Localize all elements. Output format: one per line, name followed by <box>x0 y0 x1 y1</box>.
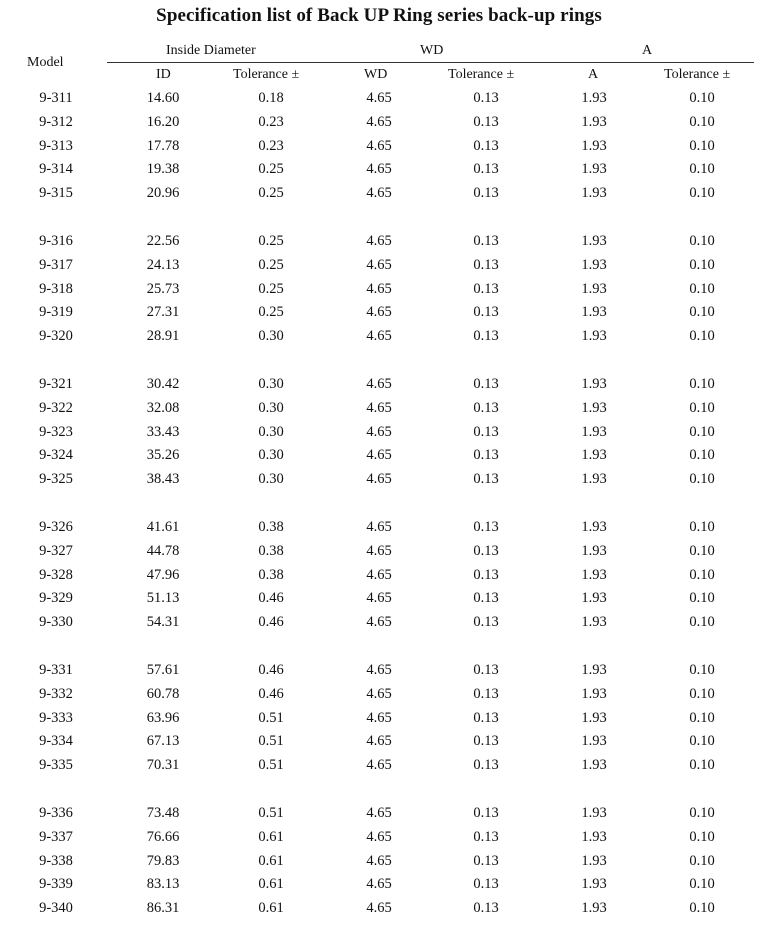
id-tolerance-cell: 0.51 <box>258 709 284 726</box>
wd-tolerance-cell: 0.13 <box>473 852 499 869</box>
a-tolerance-cell: 0.10 <box>689 90 715 106</box>
id-cell: 22.56 <box>146 232 180 249</box>
model-cell: 9-312 <box>39 113 73 130</box>
wd-cell: 4.65 <box>366 113 392 130</box>
a-group-header: A <box>642 43 653 58</box>
id-tolerance-cell: 0.46 <box>258 661 284 678</box>
wd-tolerance-cell: 0.13 <box>473 471 499 488</box>
table-row <box>0 851 770 875</box>
id-cell: 67.13 <box>146 733 180 750</box>
a-cell: 1.93 <box>581 876 607 893</box>
wd-tolerance-cell: 0.13 <box>473 900 499 917</box>
wd-tolerance-cell: 0.13 <box>473 447 499 464</box>
id-cell: 83.13 <box>146 876 180 893</box>
wd-cell: 4.65 <box>366 256 392 273</box>
a-tolerance-column-header: Tolerance ± <box>664 67 731 82</box>
wd-tolerance-cell: 0.13 <box>473 566 499 583</box>
a-tolerance-cell: 0.10 <box>689 256 715 273</box>
a-cell: 1.93 <box>581 661 607 678</box>
wd-cell: 4.65 <box>366 423 392 440</box>
a-tolerance-cell: 0.10 <box>689 375 715 392</box>
table-row <box>0 731 770 755</box>
wd-cell: 4.65 <box>366 900 392 917</box>
table-row <box>0 279 770 303</box>
model-cell: 9-338 <box>39 852 73 869</box>
model-cell: 9-337 <box>39 828 73 845</box>
id-tolerance-cell: 0.61 <box>258 852 284 869</box>
wd-cell: 4.65 <box>366 232 392 249</box>
model-cell: 9-316 <box>39 232 73 249</box>
wd-cell: 4.65 <box>366 685 392 702</box>
wd-tolerance-cell: 0.13 <box>473 256 499 273</box>
a-cell: 1.93 <box>581 614 607 631</box>
wd-tolerance-cell: 0.13 <box>473 161 499 178</box>
wd-cell: 4.65 <box>366 399 392 416</box>
model-cell: 9-331 <box>39 661 73 678</box>
id-cell: 63.96 <box>146 709 180 726</box>
wd-tolerance-cell: 0.13 <box>473 518 499 535</box>
id-tolerance-cell: 0.25 <box>258 256 284 273</box>
a-cell: 1.93 <box>581 280 607 297</box>
a-tolerance-cell: 0.10 <box>689 280 715 297</box>
table-row <box>0 112 770 136</box>
id-tolerance-cell: 0.61 <box>258 876 284 893</box>
model-cell: 9-327 <box>39 542 73 559</box>
a-tolerance-cell: 0.10 <box>689 161 715 178</box>
a-tolerance-cell: 0.10 <box>689 518 715 535</box>
model-cell: 9-330 <box>39 614 73 631</box>
group-spacer <box>0 779 770 803</box>
group-spacer <box>0 493 770 517</box>
a-tolerance-cell: 0.10 <box>689 876 715 893</box>
wd-cell: 4.65 <box>366 161 392 178</box>
model-cell: 9-329 <box>39 590 73 607</box>
id-tolerance-cell: 0.38 <box>258 566 284 583</box>
model-cell: 9-328 <box>39 566 73 583</box>
table-row <box>0 302 770 326</box>
wd-cell: 4.65 <box>366 757 392 774</box>
wd-cell: 4.65 <box>366 566 392 583</box>
wd-tolerance-column-header: Tolerance ± <box>448 67 515 82</box>
wd-cell: 4.65 <box>366 614 392 631</box>
model-cell: 9-320 <box>39 328 73 345</box>
model-cell: 9-321 <box>39 375 73 392</box>
wd-tolerance-cell: 0.13 <box>473 828 499 845</box>
wd-cell: 4.65 <box>366 137 392 154</box>
a-cell: 1.93 <box>581 399 607 416</box>
a-cell: 1.93 <box>581 256 607 273</box>
a-cell: 1.93 <box>581 542 607 559</box>
id-cell: 79.83 <box>146 852 180 869</box>
table-row <box>0 660 770 684</box>
id-tolerance-cell: 0.25 <box>258 185 284 202</box>
id-cell: 86.31 <box>146 900 180 917</box>
a-tolerance-cell: 0.10 <box>689 614 715 631</box>
id-cell: 32.08 <box>146 399 180 416</box>
a-cell: 1.93 <box>581 375 607 392</box>
model-cell: 9-324 <box>39 447 73 464</box>
id-cell: 60.78 <box>146 685 180 702</box>
a-tolerance-cell: 0.10 <box>689 423 715 440</box>
model-cell: 9-322 <box>39 399 73 416</box>
a-column-header: A <box>588 67 599 82</box>
table-row <box>0 422 770 446</box>
wd-cell: 4.65 <box>366 185 392 202</box>
a-tolerance-cell: 0.10 <box>689 828 715 845</box>
a-tolerance-cell: 0.10 <box>689 542 715 559</box>
id-cell: 54.31 <box>146 614 180 631</box>
id-tolerance-cell: 0.25 <box>258 304 284 321</box>
a-tolerance-cell: 0.10 <box>689 685 715 702</box>
id-tolerance-cell: 0.23 <box>258 113 284 130</box>
table-row <box>0 374 770 398</box>
id-tolerance-cell: 0.51 <box>258 757 284 774</box>
wd-cell: 4.65 <box>366 375 392 392</box>
a-tolerance-cell: 0.10 <box>689 185 715 202</box>
wd-tolerance-cell: 0.13 <box>473 733 499 750</box>
id-cell: 25.73 <box>146 280 180 297</box>
id-cell: 57.61 <box>146 661 180 678</box>
id-tolerance-cell: 0.30 <box>258 328 284 345</box>
inside-diameter-group-header: Inside Diameter <box>166 43 256 58</box>
model-cell: 9-311 <box>39 90 73 106</box>
model-cell: 9-332 <box>39 685 73 702</box>
a-cell: 1.93 <box>581 590 607 607</box>
model-cell: 9-318 <box>39 280 73 297</box>
id-tolerance-cell: 0.25 <box>258 280 284 297</box>
model-cell: 9-339 <box>39 876 73 893</box>
table-row <box>0 708 770 732</box>
id-cell: 70.31 <box>146 757 180 774</box>
model-cell: 9-315 <box>39 185 73 202</box>
wd-tolerance-cell: 0.13 <box>473 757 499 774</box>
a-cell: 1.93 <box>581 852 607 869</box>
a-tolerance-cell: 0.10 <box>689 328 715 345</box>
a-tolerance-cell: 0.10 <box>689 709 715 726</box>
id-cell: 27.31 <box>146 304 180 321</box>
wd-cell: 4.65 <box>366 328 392 345</box>
id-tolerance-cell: 0.61 <box>258 828 284 845</box>
a-cell: 1.93 <box>581 685 607 702</box>
id-tolerance-cell: 0.23 <box>258 137 284 154</box>
model-cell: 9-317 <box>39 256 73 273</box>
wd-cell: 4.65 <box>366 852 392 869</box>
a-tolerance-cell: 0.10 <box>689 399 715 416</box>
a-tolerance-cell: 0.10 <box>689 137 715 154</box>
id-cell: 17.78 <box>146 137 180 154</box>
id-tolerance-cell: 0.38 <box>258 518 284 535</box>
wd-tolerance-cell: 0.13 <box>473 590 499 607</box>
table-row <box>0 88 770 112</box>
wd-cell: 4.65 <box>366 90 392 106</box>
a-cell: 1.93 <box>581 304 607 321</box>
table-row <box>0 469 770 493</box>
wd-tolerance-cell: 0.13 <box>473 113 499 130</box>
id-cell: 44.78 <box>146 542 180 559</box>
id-cell: 76.66 <box>146 828 180 845</box>
table-row <box>0 874 770 898</box>
id-cell: 41.61 <box>146 518 180 535</box>
id-tolerance-cell: 0.30 <box>258 375 284 392</box>
wd-cell: 4.65 <box>366 304 392 321</box>
wd-tolerance-cell: 0.13 <box>473 304 499 321</box>
a-cell: 1.93 <box>581 733 607 750</box>
a-tolerance-cell: 0.10 <box>689 113 715 130</box>
id-cell: 19.38 <box>146 161 180 178</box>
wd-tolerance-cell: 0.13 <box>473 423 499 440</box>
id-cell: 14.60 <box>146 90 180 106</box>
id-tolerance-cell: 0.46 <box>258 614 284 631</box>
model-cell: 9-340 <box>39 900 73 917</box>
a-tolerance-cell: 0.10 <box>689 232 715 249</box>
id-tolerance-cell: 0.30 <box>258 399 284 416</box>
wd-tolerance-cell: 0.13 <box>473 876 499 893</box>
id-tolerance-cell: 0.30 <box>258 447 284 464</box>
a-cell: 1.93 <box>581 709 607 726</box>
id-tolerance-cell: 0.30 <box>258 471 284 488</box>
model-cell: 9-335 <box>39 757 73 774</box>
wd-cell: 4.65 <box>366 447 392 464</box>
a-cell: 1.93 <box>581 566 607 583</box>
id-tolerance-cell: 0.30 <box>258 423 284 440</box>
a-tolerance-cell: 0.10 <box>689 757 715 774</box>
a-tolerance-cell: 0.10 <box>689 447 715 464</box>
wd-tolerance-cell: 0.13 <box>473 232 499 249</box>
wd-tolerance-cell: 0.13 <box>473 328 499 345</box>
id-tolerance-cell: 0.25 <box>258 232 284 249</box>
a-cell: 1.93 <box>581 757 607 774</box>
table-row <box>0 803 770 827</box>
table-row <box>0 398 770 422</box>
id-cell: 20.96 <box>146 185 180 202</box>
wd-tolerance-cell: 0.13 <box>473 90 499 106</box>
a-tolerance-cell: 0.10 <box>689 900 715 917</box>
id-cell: 24.13 <box>146 256 180 273</box>
table-row <box>0 255 770 279</box>
id-tolerance-cell: 0.38 <box>258 542 284 559</box>
wd-cell: 4.65 <box>366 542 392 559</box>
id-column-header: ID <box>156 67 171 82</box>
header-divider-line <box>107 62 754 63</box>
table-row <box>0 588 770 612</box>
a-cell: 1.93 <box>581 447 607 464</box>
wd-tolerance-cell: 0.13 <box>473 709 499 726</box>
id-cell: 47.96 <box>146 566 180 583</box>
a-cell: 1.93 <box>581 900 607 917</box>
wd-cell: 4.65 <box>366 804 392 821</box>
model-cell: 9-314 <box>39 161 73 178</box>
id-cell: 28.91 <box>146 328 180 345</box>
model-header: Model <box>27 55 64 70</box>
wd-cell: 4.65 <box>366 828 392 845</box>
group-spacer <box>0 636 770 660</box>
wd-tolerance-cell: 0.13 <box>473 804 499 821</box>
id-tolerance-cell: 0.46 <box>258 590 284 607</box>
a-cell: 1.93 <box>581 113 607 130</box>
id-cell: 51.13 <box>146 590 180 607</box>
id-tolerance-cell: 0.46 <box>258 685 284 702</box>
id-cell: 73.48 <box>146 804 180 821</box>
id-tolerance-cell: 0.61 <box>258 900 284 917</box>
a-tolerance-cell: 0.10 <box>689 804 715 821</box>
spec-table-body <box>0 88 770 922</box>
wd-cell: 4.65 <box>366 733 392 750</box>
table-row <box>0 827 770 851</box>
model-cell: 9-326 <box>39 518 73 535</box>
wd-column-header: WD <box>364 67 388 82</box>
table-row <box>0 445 770 469</box>
table-row <box>0 136 770 160</box>
group-spacer <box>0 207 770 231</box>
wd-tolerance-cell: 0.13 <box>473 685 499 702</box>
wd-cell: 4.65 <box>366 471 392 488</box>
a-tolerance-cell: 0.10 <box>689 304 715 321</box>
id-tolerance-cell: 0.51 <box>258 733 284 750</box>
a-cell: 1.93 <box>581 518 607 535</box>
wd-tolerance-cell: 0.13 <box>473 661 499 678</box>
a-tolerance-cell: 0.10 <box>689 471 715 488</box>
a-cell: 1.93 <box>581 328 607 345</box>
wd-tolerance-cell: 0.13 <box>473 185 499 202</box>
id-tolerance-cell: 0.18 <box>258 90 284 106</box>
wd-tolerance-cell: 0.13 <box>473 614 499 631</box>
a-tolerance-cell: 0.10 <box>689 566 715 583</box>
wd-cell: 4.65 <box>366 661 392 678</box>
wd-cell: 4.65 <box>366 280 392 297</box>
id-cell: 30.42 <box>146 375 180 392</box>
a-tolerance-cell: 0.10 <box>689 733 715 750</box>
table-row <box>0 612 770 636</box>
model-cell: 9-323 <box>39 423 73 440</box>
a-cell: 1.93 <box>581 828 607 845</box>
id-cell: 38.43 <box>146 471 180 488</box>
group-spacer <box>0 350 770 374</box>
id-cell: 16.20 <box>146 113 180 130</box>
a-cell: 1.93 <box>581 185 607 202</box>
table-row <box>0 231 770 255</box>
wd-tolerance-cell: 0.13 <box>473 542 499 559</box>
a-tolerance-cell: 0.10 <box>689 852 715 869</box>
table-row <box>0 565 770 589</box>
model-cell: 9-333 <box>39 709 73 726</box>
model-cell: 9-313 <box>39 137 73 154</box>
a-cell: 1.93 <box>581 804 607 821</box>
table-row <box>0 159 770 183</box>
id-tolerance-cell: 0.51 <box>258 804 284 821</box>
table-row <box>0 517 770 541</box>
table-row <box>0 755 770 779</box>
a-cell: 1.93 <box>581 90 607 106</box>
model-cell: 9-325 <box>39 471 73 488</box>
wd-tolerance-cell: 0.13 <box>473 280 499 297</box>
table-row <box>0 898 770 922</box>
wd-tolerance-cell: 0.13 <box>473 399 499 416</box>
table-row <box>0 541 770 565</box>
id-cell: 33.43 <box>146 423 180 440</box>
id-tolerance-cell: 0.25 <box>258 161 284 178</box>
a-tolerance-cell: 0.10 <box>689 590 715 607</box>
a-cell: 1.93 <box>581 423 607 440</box>
model-cell: 9-336 <box>39 804 73 821</box>
wd-cell: 4.65 <box>366 518 392 535</box>
wd-tolerance-cell: 0.13 <box>473 375 499 392</box>
model-cell: 9-334 <box>39 733 73 750</box>
wd-cell: 4.65 <box>366 590 392 607</box>
id-cell: 35.26 <box>146 447 180 464</box>
page-title: Specification list of Back UP Ring series back-up rings <box>156 5 602 26</box>
table-row <box>0 326 770 350</box>
table-row <box>0 684 770 708</box>
id-tolerance-column-header: Tolerance ± <box>233 67 300 82</box>
wd-cell: 4.65 <box>366 876 392 893</box>
table-row <box>0 183 770 207</box>
model-cell: 9-319 <box>39 304 73 321</box>
a-cell: 1.93 <box>581 471 607 488</box>
wd-cell: 4.65 <box>366 709 392 726</box>
wd-tolerance-cell: 0.13 <box>473 137 499 154</box>
wd-group-header: WD <box>420 43 444 58</box>
a-cell: 1.93 <box>581 161 607 178</box>
a-tolerance-cell: 0.10 <box>689 661 715 678</box>
a-cell: 1.93 <box>581 137 607 154</box>
a-cell: 1.93 <box>581 232 607 249</box>
